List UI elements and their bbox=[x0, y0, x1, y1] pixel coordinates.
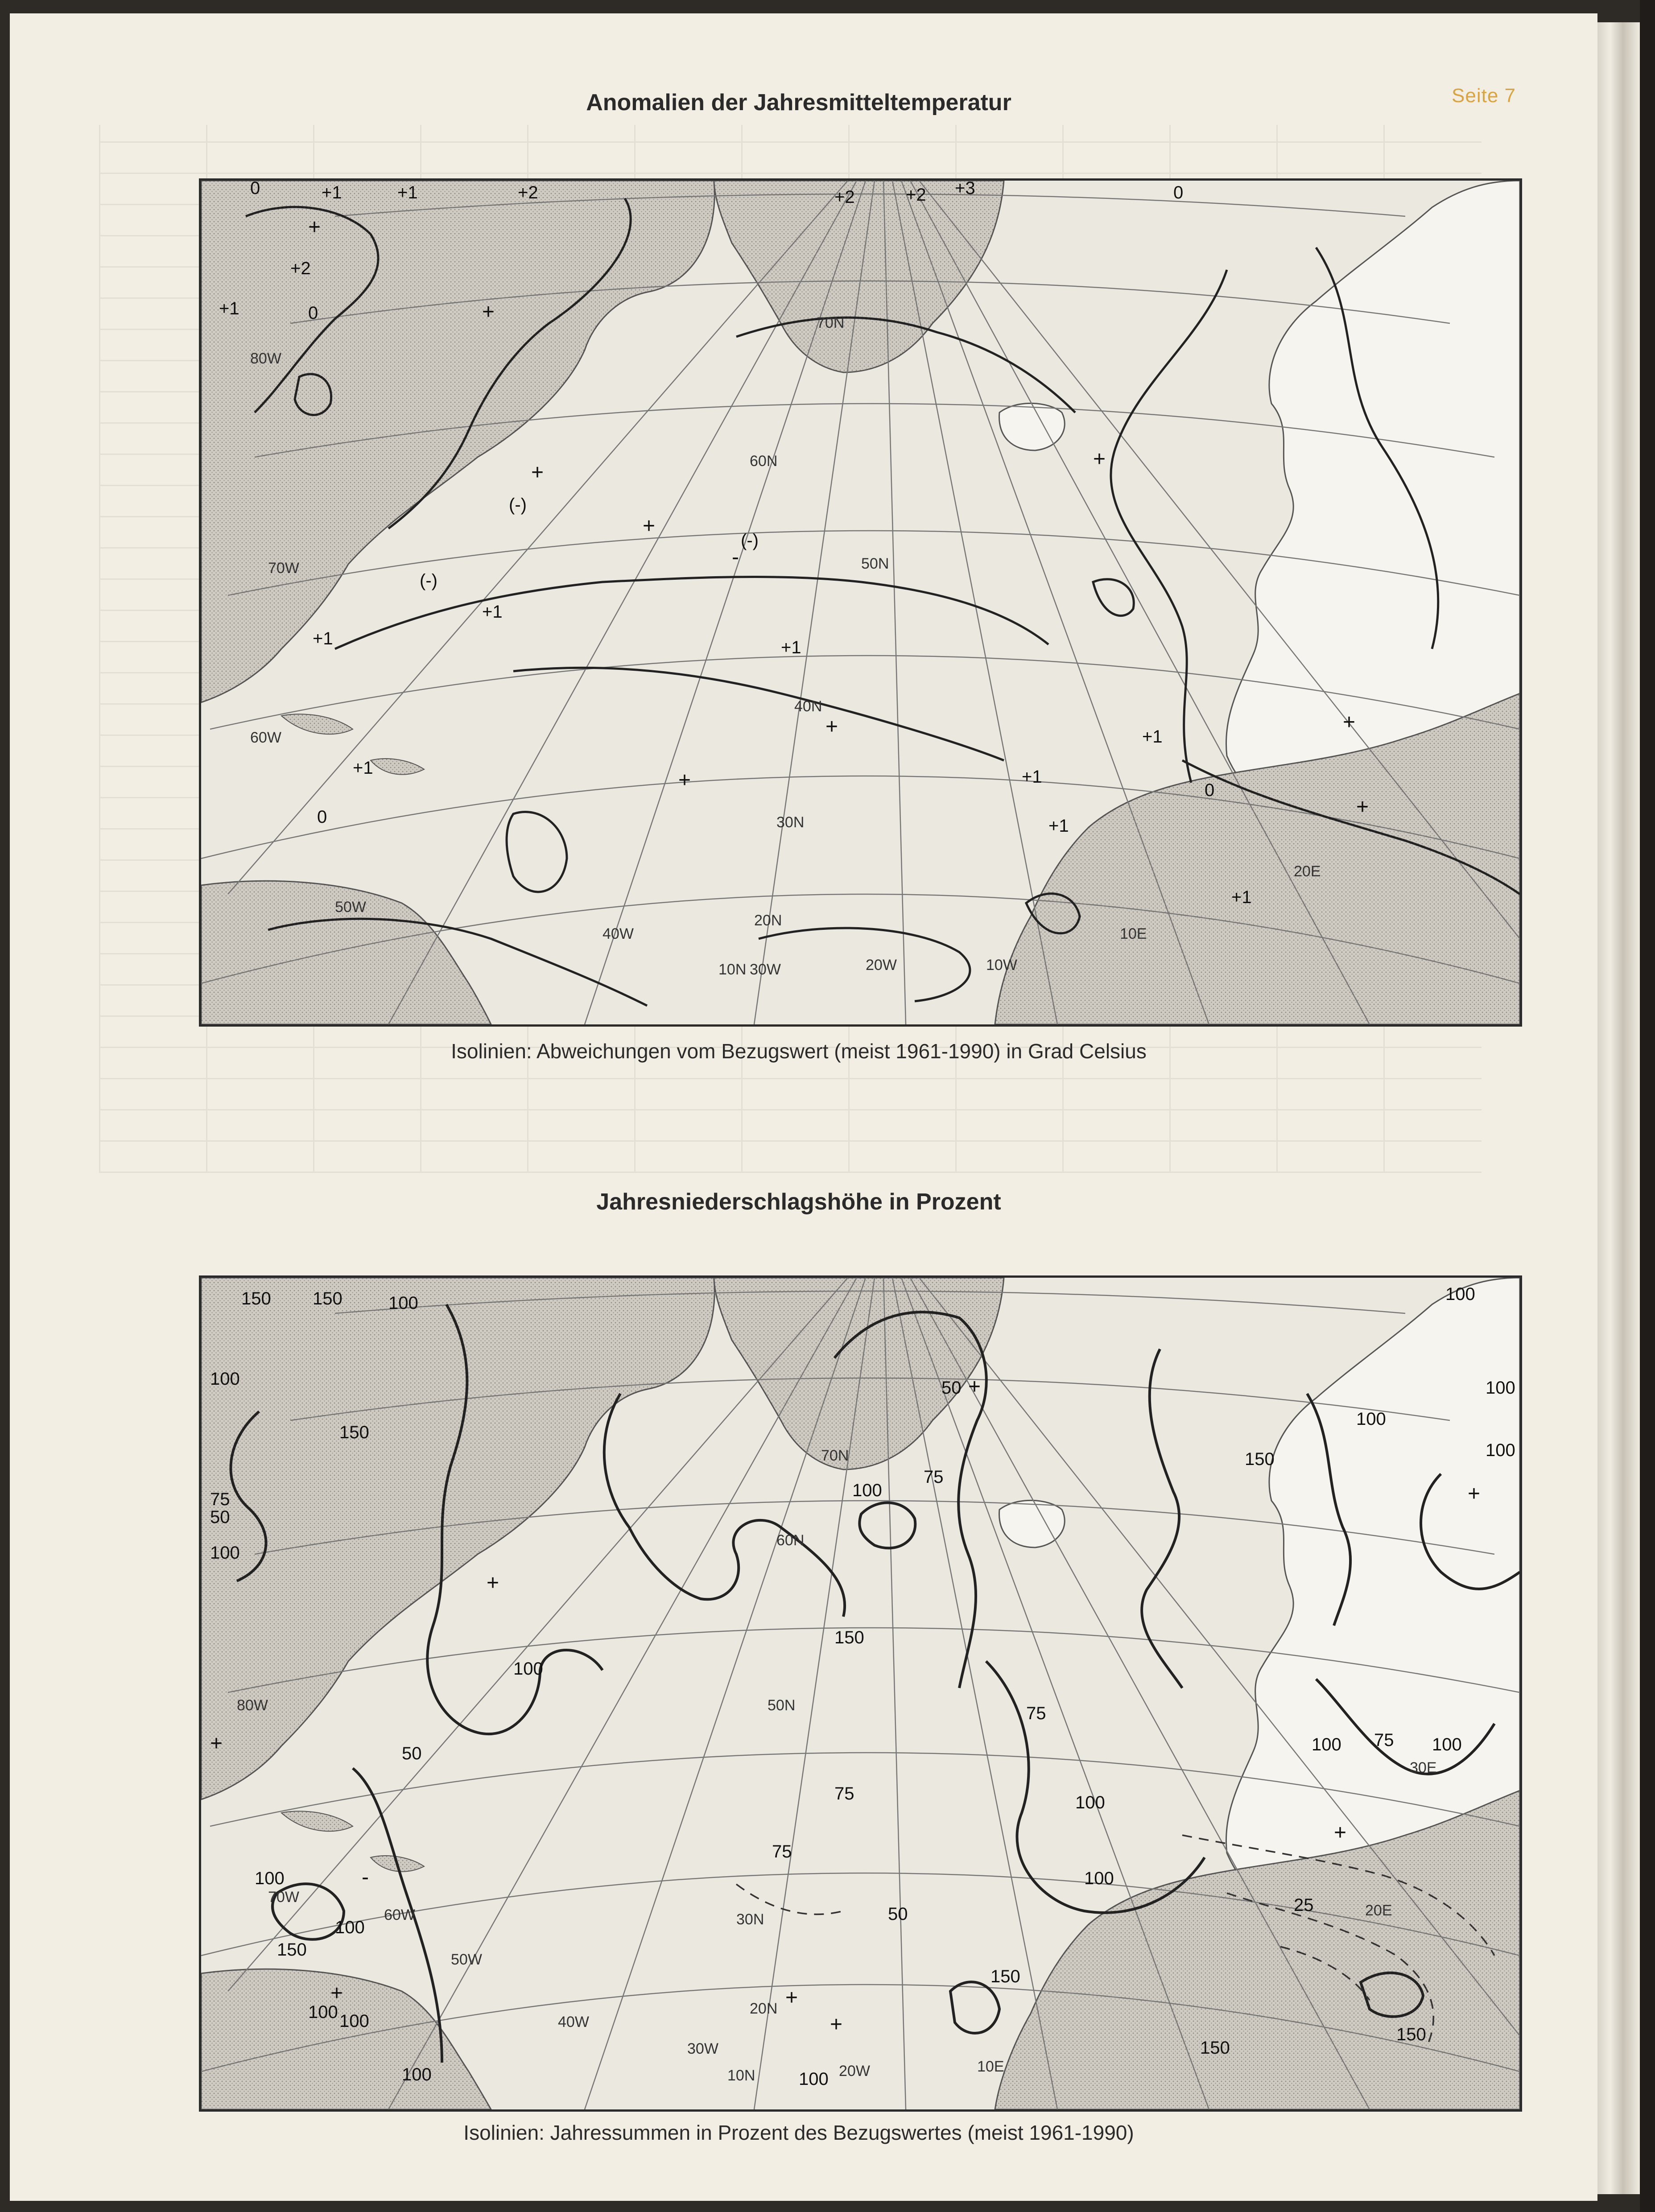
m0-mark-label: + bbox=[1093, 447, 1106, 471]
m0-lat-label: 10N bbox=[718, 961, 747, 978]
precipitation-map-title: Jahresniederschlagshöhe in Prozent bbox=[596, 1189, 1001, 1215]
m1-lon-label: 60W bbox=[384, 1907, 415, 1923]
m0-iso-label: +1 bbox=[781, 638, 801, 657]
m0-iso-label: +1 bbox=[322, 183, 342, 202]
m1-mark-label: + bbox=[830, 2013, 843, 2036]
m1-lon-label: 30E bbox=[1410, 1759, 1437, 1776]
m0-lon-label: 70W bbox=[268, 560, 299, 577]
m0-iso-label: 0 bbox=[317, 807, 327, 827]
m1-lon-label: 20W bbox=[839, 2063, 870, 2080]
m1-iso-label: 100 bbox=[1075, 1793, 1105, 1812]
precipitation-map-svg bbox=[201, 1278, 1520, 2109]
book-binding bbox=[1640, 0, 1655, 2212]
m1-iso-label: 100 bbox=[308, 2002, 338, 2022]
m0-iso-label: +2 bbox=[290, 259, 311, 278]
m1-mark-label: + bbox=[1468, 1482, 1481, 1506]
m0-iso-label: +1 bbox=[313, 629, 333, 648]
m0-iso-label: +1 bbox=[353, 758, 373, 778]
m0-lon-label: 60W bbox=[250, 729, 281, 746]
m1-iso-label: 150 bbox=[991, 1967, 1020, 1986]
m1-iso-label: 150 bbox=[1200, 2038, 1230, 2058]
m0-lon-label: 20E bbox=[1294, 863, 1321, 880]
m0-iso-label: +3 bbox=[955, 181, 975, 198]
m1-lon-label: 70W bbox=[268, 1889, 299, 1906]
m0-mark-label: - bbox=[732, 545, 739, 569]
m0-lon-label: 30W bbox=[750, 961, 781, 978]
m1-iso-label: 75 bbox=[210, 1490, 230, 1509]
m1-iso-label: 100 bbox=[513, 1659, 543, 1679]
m0-iso-label: +1 bbox=[1142, 727, 1163, 747]
m1-lon-label: 40W bbox=[558, 2014, 589, 2030]
page-number: Seite 7 bbox=[1452, 85, 1516, 107]
m1-iso-label: 75 bbox=[924, 1467, 944, 1487]
m0-lat-label: 20N bbox=[754, 912, 782, 929]
m0-mark-label: + bbox=[1356, 795, 1369, 819]
m1-iso-label: 150 bbox=[241, 1289, 271, 1308]
m0-iso-label: +2 bbox=[834, 187, 855, 207]
m1-lat-label: 60N bbox=[776, 1532, 805, 1549]
m0-iso-label: 0 bbox=[1205, 780, 1215, 800]
m0-lat-label: 70N bbox=[817, 314, 845, 331]
m0-mark-label: + bbox=[1343, 710, 1356, 734]
m0-mark-label: + bbox=[678, 768, 691, 792]
m1-lat-label: 50N bbox=[768, 1697, 796, 1714]
m0-iso-label: +1 bbox=[1022, 767, 1042, 787]
m1-lon-label: 10E bbox=[977, 2058, 1004, 2075]
m0-mark-label: + bbox=[531, 461, 544, 484]
temperature-map-title: Anomalien der Jahresmitteltemperatur bbox=[586, 90, 1011, 116]
m1-lat-label: 30N bbox=[736, 1911, 764, 1928]
m0-lat-label: 50N bbox=[861, 555, 889, 572]
m1-lat-label: 70N bbox=[821, 1447, 849, 1464]
m0-iso-label: +1 bbox=[1231, 887, 1252, 907]
m1-lat-label: 10N bbox=[727, 2067, 755, 2084]
m0-lon-label: 50W bbox=[335, 899, 366, 916]
m1-iso-label: 100 bbox=[852, 1481, 882, 1500]
m1-mark-label: + bbox=[210, 1732, 223, 1755]
m1-iso-label: 75 bbox=[772, 1842, 792, 1861]
m1-iso-label: 100 bbox=[210, 1369, 240, 1389]
m1-mark-label: + bbox=[487, 1571, 499, 1595]
m1-iso-label: 150 bbox=[1396, 2025, 1426, 2044]
m1-iso-label: 100 bbox=[210, 1543, 240, 1563]
m1-iso-label: 150 bbox=[277, 1940, 307, 1960]
temperature-map-svg bbox=[201, 181, 1520, 1024]
m1-iso-label: 100 bbox=[335, 1918, 365, 1937]
m0-iso-label: (-) bbox=[741, 531, 759, 550]
m0-lon-label: 40W bbox=[603, 925, 634, 942]
m1-iso-label: 100 bbox=[1486, 1440, 1515, 1460]
m1-iso-label: 50 bbox=[402, 1744, 422, 1763]
m0-lon-label: 20W bbox=[866, 957, 897, 974]
page-edge bbox=[1597, 22, 1640, 2194]
m0-mark-label: + bbox=[825, 715, 838, 739]
m1-iso-label: 50 bbox=[888, 1904, 908, 1924]
m0-iso-label: 0 bbox=[250, 181, 260, 198]
m0-lon-label: 10W bbox=[986, 957, 1017, 974]
m1-mark-label: + bbox=[785, 1986, 798, 2010]
m0-mark-label: + bbox=[308, 215, 321, 239]
m1-iso-label: 25 bbox=[1294, 1895, 1314, 1915]
m1-iso-label: 100 bbox=[799, 2069, 829, 2089]
m1-iso-label: 75 bbox=[834, 1784, 854, 1803]
m1-lon-label: 20E bbox=[1365, 1902, 1392, 1919]
m0-iso-label: +1 bbox=[482, 602, 503, 622]
m1-iso-label: 50 bbox=[941, 1378, 962, 1398]
m1-iso-label: 100 bbox=[255, 1869, 285, 1888]
m1-iso-label: 50 bbox=[210, 1507, 230, 1527]
m1-lon-label: 80W bbox=[237, 1697, 268, 1714]
m0-lat-label: 30N bbox=[776, 814, 805, 831]
m1-iso-label: 150 bbox=[834, 1628, 864, 1647]
m1-lon-label: 50W bbox=[451, 1951, 482, 1968]
m0-iso-label: +1 bbox=[397, 183, 418, 202]
m1-lat-label: 20N bbox=[750, 2000, 778, 2017]
precipitation-map-caption: Isolinien: Jahressummen in Prozent des Bezugswertes (meist 1961-1990) bbox=[463, 2121, 1134, 2144]
m1-lon-label: 30W bbox=[687, 2040, 718, 2057]
m1-iso-label: 75 bbox=[1026, 1704, 1046, 1723]
m1-iso-label: 100 bbox=[402, 2065, 432, 2084]
m1-iso-label: 150 bbox=[1245, 1449, 1275, 1469]
m1-iso-label: 100 bbox=[1084, 1869, 1114, 1888]
m1-iso-label: 100 bbox=[1432, 1735, 1462, 1754]
m1-mark-label: - bbox=[362, 1865, 369, 1889]
m1-mark-label: + bbox=[968, 1375, 981, 1399]
m0-iso-label: 0 bbox=[1173, 183, 1184, 202]
m0-lat-label: 40N bbox=[794, 698, 822, 715]
m0-mark-label: + bbox=[482, 300, 495, 324]
m1-iso-label: 100 bbox=[1356, 1409, 1386, 1429]
m0-mark-label: + bbox=[643, 514, 656, 538]
m1-iso-label: 100 bbox=[388, 1293, 418, 1313]
m0-iso-label: (-) bbox=[509, 495, 527, 515]
m0-iso-label: 0 bbox=[308, 303, 318, 323]
m1-iso-label: 75 bbox=[1374, 1730, 1394, 1750]
m0-iso-label: +2 bbox=[906, 185, 926, 205]
m1-iso-label: 100 bbox=[1312, 1735, 1341, 1754]
m0-lat-label: 60N bbox=[750, 453, 778, 470]
m1-iso-label: 100 bbox=[1486, 1378, 1515, 1398]
m1-iso-label: 100 bbox=[1445, 1284, 1475, 1304]
m1-iso-label: 150 bbox=[313, 1289, 343, 1308]
m0-lon-label: 80W bbox=[250, 350, 281, 367]
m1-mark-label: + bbox=[330, 1981, 343, 2005]
m0-iso-label: +2 bbox=[518, 183, 538, 202]
m1-iso-label: 100 bbox=[339, 2011, 369, 2031]
m0-iso-label: (-) bbox=[420, 571, 437, 590]
temperature-anomaly-map bbox=[199, 178, 1522, 1027]
precipitation-percent-map bbox=[199, 1275, 1522, 2112]
m1-mark-label: + bbox=[1334, 1821, 1347, 1845]
m0-lon-label: 10E bbox=[1120, 925, 1147, 942]
m1-iso-label: 150 bbox=[339, 1423, 369, 1442]
m0-iso-label: +1 bbox=[219, 299, 239, 318]
temperature-map-caption: Isolinien: Abweichungen vom Bezugswert (meist 1961-1990) in Grad Celsius bbox=[451, 1040, 1147, 1063]
m0-iso-label: +1 bbox=[1048, 816, 1069, 836]
